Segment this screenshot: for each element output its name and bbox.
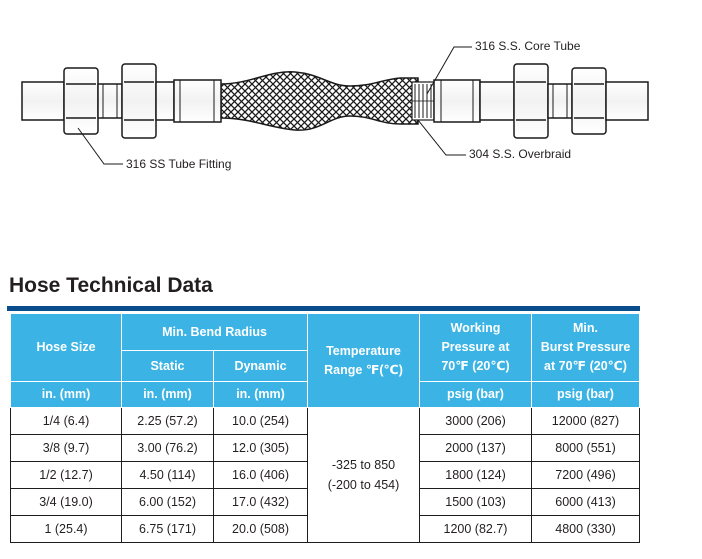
cell-burst: 4800 (330)	[532, 516, 640, 543]
cell-dynamic: 10.0 (254)	[214, 408, 308, 435]
overbraid-leader	[418, 120, 466, 155]
unit-static: in. (mm)	[122, 382, 214, 408]
cell-size: 3/8 (9.7)	[11, 435, 122, 462]
cell-size: 1 (25.4)	[11, 516, 122, 543]
cell-static: 6.00 (152)	[122, 489, 214, 516]
unit-burst: psig (bar)	[532, 382, 640, 408]
header-bend-radius: Min. Bend Radius	[122, 314, 308, 351]
header-burst-pressure: Min. Burst Pressure at 70℉ (20℃)	[532, 314, 640, 382]
cell-dynamic: 12.0 (305)	[214, 435, 308, 462]
cell-size: 1/4 (6.4)	[11, 408, 122, 435]
table-row	[11, 408, 640, 435]
cell-static: 6.75 (171)	[122, 516, 214, 543]
cell-static: 4.50 (114)	[122, 462, 214, 489]
cell-working: 1200 (82.7)	[420, 516, 532, 543]
cell-working: 3000 (206)	[420, 408, 532, 435]
header-static: Static	[122, 351, 214, 382]
cell-burst: 6000 (413)	[532, 489, 640, 516]
cell-working: 1800 (124)	[420, 462, 532, 489]
cell-size: 1/2 (12.7)	[11, 462, 122, 489]
overbraid-label: 304 S.S. Overbraid	[469, 147, 572, 161]
cell-size: 3/4 (19.0)	[11, 489, 122, 516]
core-tube-label: 316 S.S. Core Tube	[475, 39, 581, 53]
cell-burst: 7200 (496)	[532, 462, 640, 489]
cell-dynamic: 20.0 (508)	[214, 516, 308, 543]
unit-hose-size: in. (mm)	[11, 382, 122, 408]
header-working-pressure: Working Pressure at 70℉ (20℃)	[420, 314, 532, 382]
header-dynamic: Dynamic	[214, 351, 308, 382]
hose-assembly-diagram	[0, 0, 702, 260]
cell-dynamic: 16.0 (406)	[214, 462, 308, 489]
header-hose-size: Hose Size	[11, 314, 122, 382]
tube-fitting-label: 316 SS Tube Fitting	[126, 157, 232, 171]
unit-dynamic: in. (mm)	[214, 382, 308, 408]
right-tube-fitting	[434, 64, 648, 138]
header-temperature: Temperature Range ℉(℃)	[308, 314, 420, 408]
cell-temperature-range: -325 to 850 (-200 to 454)	[308, 408, 420, 543]
section-title: Hose Technical Data	[9, 274, 213, 297]
cell-static: 2.25 (57.2)	[122, 408, 214, 435]
unit-working: psig (bar)	[420, 382, 532, 408]
cell-working: 2000 (137)	[420, 435, 532, 462]
cell-static: 3.00 (76.2)	[122, 435, 214, 462]
title-rule	[7, 306, 640, 311]
cell-burst: 12000 (827)	[532, 408, 640, 435]
cell-burst: 8000 (551)	[532, 435, 640, 462]
hose-technical-data-table	[10, 313, 640, 543]
cell-working: 1500 (103)	[420, 489, 532, 516]
overbraid	[221, 72, 418, 130]
left-tube-fitting	[22, 64, 221, 138]
cell-dynamic: 17.0 (432)	[214, 489, 308, 516]
